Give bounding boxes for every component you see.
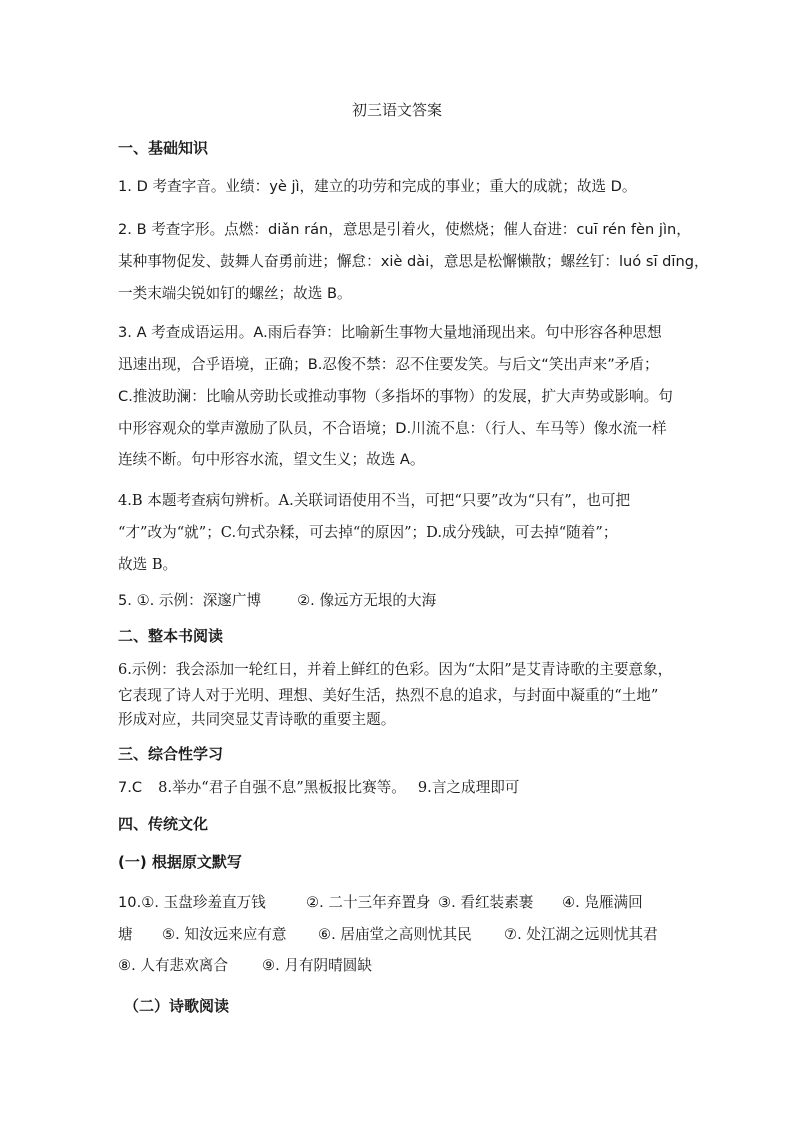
page-title: 初三语文答案	[351, 101, 442, 119]
answer-q10-item: ⑦. 处江湖之远则忧其君	[504, 926, 658, 943]
answer-q10-row2	[118, 925, 658, 945]
answer-q2-line1: 2. B 考查字形。点燃：diǎn rán，意思是引着火，使燃烧；催人奋进：cuī rén fèn jìn，	[118, 221, 691, 238]
answer-q4-line1: 4.B 本题考查病句辨析。A.关联词语使用不当，可把“只要”改为“只有”，也可把	[118, 492, 631, 509]
answer-q10-item: ②. 二十三年弃置身	[306, 894, 431, 911]
answer-q10-row1	[118, 893, 643, 913]
answer-q2-line2: 某种事物促发、鼓舞人奋勇前进；懈怠：xiè dài，意思是松懈懒散；螺丝钉：luó sī dīng，	[118, 253, 709, 270]
answer-q8: 8.举办“君子自强不息”黑板报比赛等。	[158, 779, 406, 796]
answer-q3-line4: 中形容观众的掌声激励了队员，不合语境；D.川流不息：（行人、车马等）像水流一样	[118, 420, 667, 437]
answer-q4-line3: 故选 B。	[118, 556, 178, 573]
answer-q3-line2: 迅速出现，合乎语境，正确；B.忍俊不禁：忍不住要发笑。与后文“笑出声来”矛盾；	[118, 356, 659, 373]
answer-q10-item: ⑧. 人有悲欢离合	[118, 957, 228, 974]
answer-q10-item: 塘	[118, 926, 133, 943]
answer-q7: 7.C	[118, 779, 143, 796]
answer-q10-item: ⑥. 居庙堂之高则忧其民	[318, 926, 472, 943]
answer-q4-line2: “才”改为“就”；C.句式杂糅，可去掉“的原因”；D.成分残缺，可去掉“随着”；	[118, 524, 618, 541]
answer-q6-line1: 6.示例：我会添加一轮红日，并着上鲜红的色彩。因为“太阳”是艾青诗歌的主要意象，	[118, 661, 673, 678]
answer-q5-part2: ②. 像远方无垠的大海	[297, 592, 437, 609]
answer-q3-line5: 连续不断。句中形容水流，望文生义；故选 A。	[118, 451, 425, 468]
answer-q5	[118, 591, 436, 611]
answer-q2-line3: 一类末端尖锐如钉的螺丝；故选 B。	[118, 285, 352, 302]
section-heading-whole-book-reading: 二、整本书阅读	[118, 627, 224, 645]
answer-q3-line3: C.推波助澜：比喻从旁助长或推动事物（多指坏的事物）的发展，扩大声势或影响。句	[118, 388, 673, 405]
answer-q10-item: 10.①. 玉盘珍羞直万钱	[118, 894, 266, 911]
answer-q9: 9.言之成理即可	[417, 779, 520, 796]
answer-q1: 1. D 考查字音。业绩：yè jì，建立的功劳和完成的事业；重大的成就；故选 D。	[118, 178, 637, 195]
answer-q6-line2: 它表现了诗人对于光明、理想、美好生活，热烈不息的追求，与封面中凝重的“土地”	[118, 687, 659, 704]
section-heading-comprehensive-learning: 三、综合性学习	[118, 745, 224, 763]
answer-q10-item: ③. 看红装素裹	[438, 894, 534, 911]
answer-q10-item: ⑨. 月有阴晴圆缺	[262, 957, 372, 974]
section-heading-basic-knowledge: 一、基础知识	[118, 139, 209, 157]
subsection-heading-poetry-reading: （二）诗歌阅读	[124, 997, 230, 1015]
answer-q7-q9	[118, 778, 519, 798]
answer-q10-row3	[118, 956, 372, 976]
answer-q6-line3: 形成对应，共同突显艾青诗歌的重要主题。	[118, 711, 396, 728]
answer-q10-item: ⑤. 知汝远来应有意	[162, 926, 287, 943]
answer-q3-line1: 3. A 考查成语运用。A.雨后春笋：比喻新生事物大量地涌现出来。句中形容各种思想	[118, 324, 662, 341]
subsection-heading-dictation: (一) 根据原文默写	[118, 853, 242, 871]
section-heading-traditional-culture: 四、传统文化	[118, 815, 209, 833]
answer-q10-item: ④. 凫雁满回	[562, 894, 643, 911]
answer-q5-part1: 5. ①. 示例：深邃广博	[118, 592, 262, 609]
